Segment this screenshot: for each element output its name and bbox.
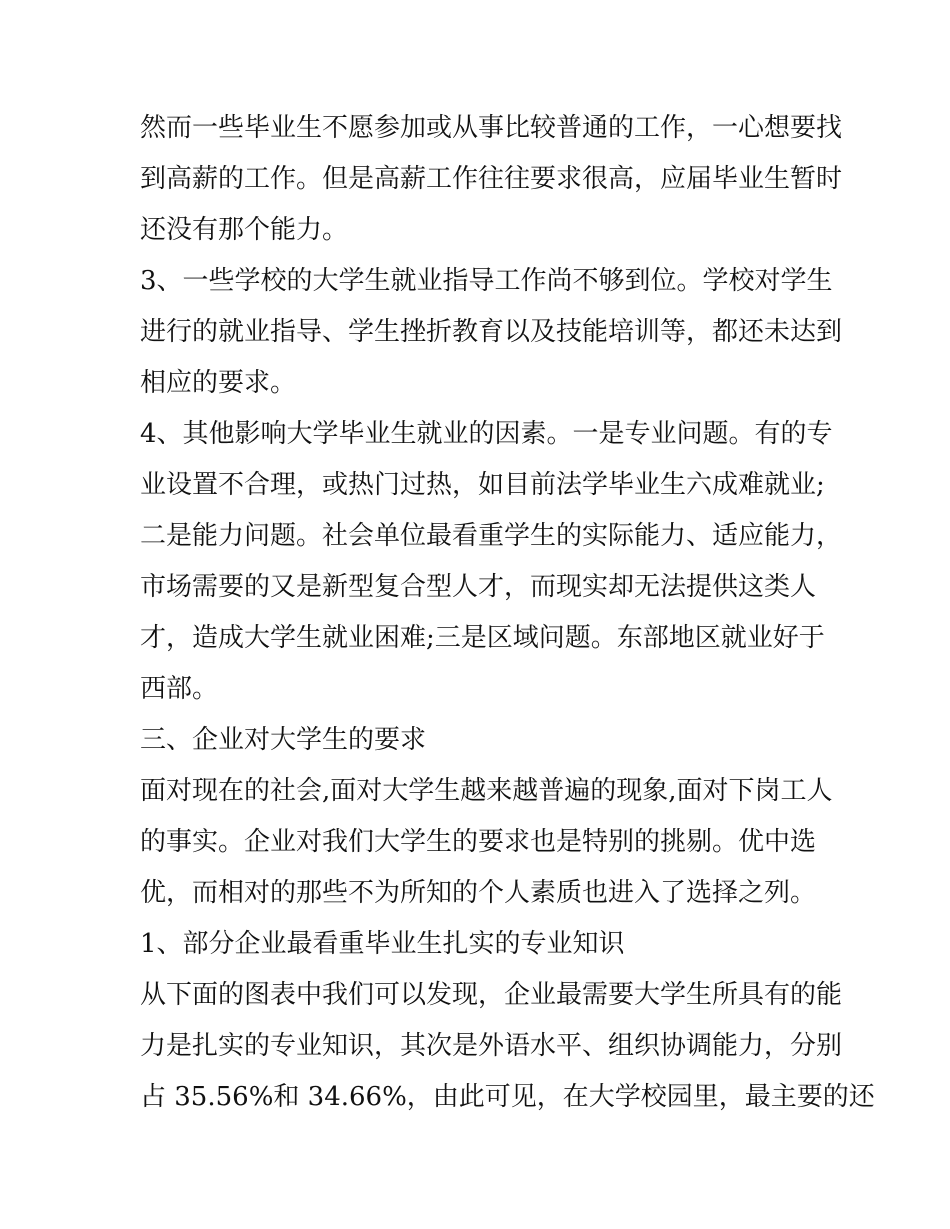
text-line: 还没有那个能力。 <box>140 215 349 245</box>
text-line: 4、其他影响大学毕业生就业的因素。一是专业问题。有的专 <box>140 419 833 449</box>
body-text <box>140 103 875 1123</box>
text-line: 优，而相对的那些不为所知的个人素质也进入了选择之列。 <box>140 878 817 908</box>
text-line: 然而一些毕业生不愿参加或从事比较普通的工作，一心想要找 <box>140 113 843 143</box>
text-line: 进行的就业指导、学生挫折教育以及技能培训等，都还未达到 <box>140 317 843 347</box>
text-line: 面对现在的社会,面对大学生越来越普遍的现象,面对下岗工人 <box>140 776 833 806</box>
text-line: 二是能力问题。社会单位最看重学生的实际能力、适应能力， <box>140 521 843 551</box>
text-line: 西部。 <box>140 674 219 704</box>
text-line: 力是扎实的专业知识，其次是外语水平、组织协调能力，分别 <box>140 1031 843 1061</box>
text-line: 的事实。企业对我们大学生的要求也是特别的挑剔。优中选 <box>140 827 817 857</box>
text-line: 市场需要的又是新型复合型人才，而现实却无法提供这类人 <box>140 572 817 602</box>
text-line: 业设置不合理，或热门过热，如目前法学毕业生六成难就业; <box>140 470 825 500</box>
text-line: 3、一些学校的大学生就业指导工作尚不够到位。学校对学生 <box>140 266 833 296</box>
text-line: 到高薪的工作。但是高薪工作往往要求很高，应届毕业生暂时 <box>140 164 843 194</box>
text-line: 才，造成大学生就业困难;三是区域问题。东部地区就业好于 <box>140 623 825 653</box>
text-line: 相应的要求。 <box>140 368 297 398</box>
section-heading: 三、企业对大学生的要求 <box>140 725 427 755</box>
subsection-heading: 1、部分企业最看重毕业生扎实的专业知识 <box>140 929 625 959</box>
text-line: 占 35.56%和 34.66%，由此可见，在大学校园里，最主要的还 <box>140 1082 875 1112</box>
text-line: 从下面的图表中我们可以发现，企业最需要大学生所具有的能 <box>140 980 843 1010</box>
